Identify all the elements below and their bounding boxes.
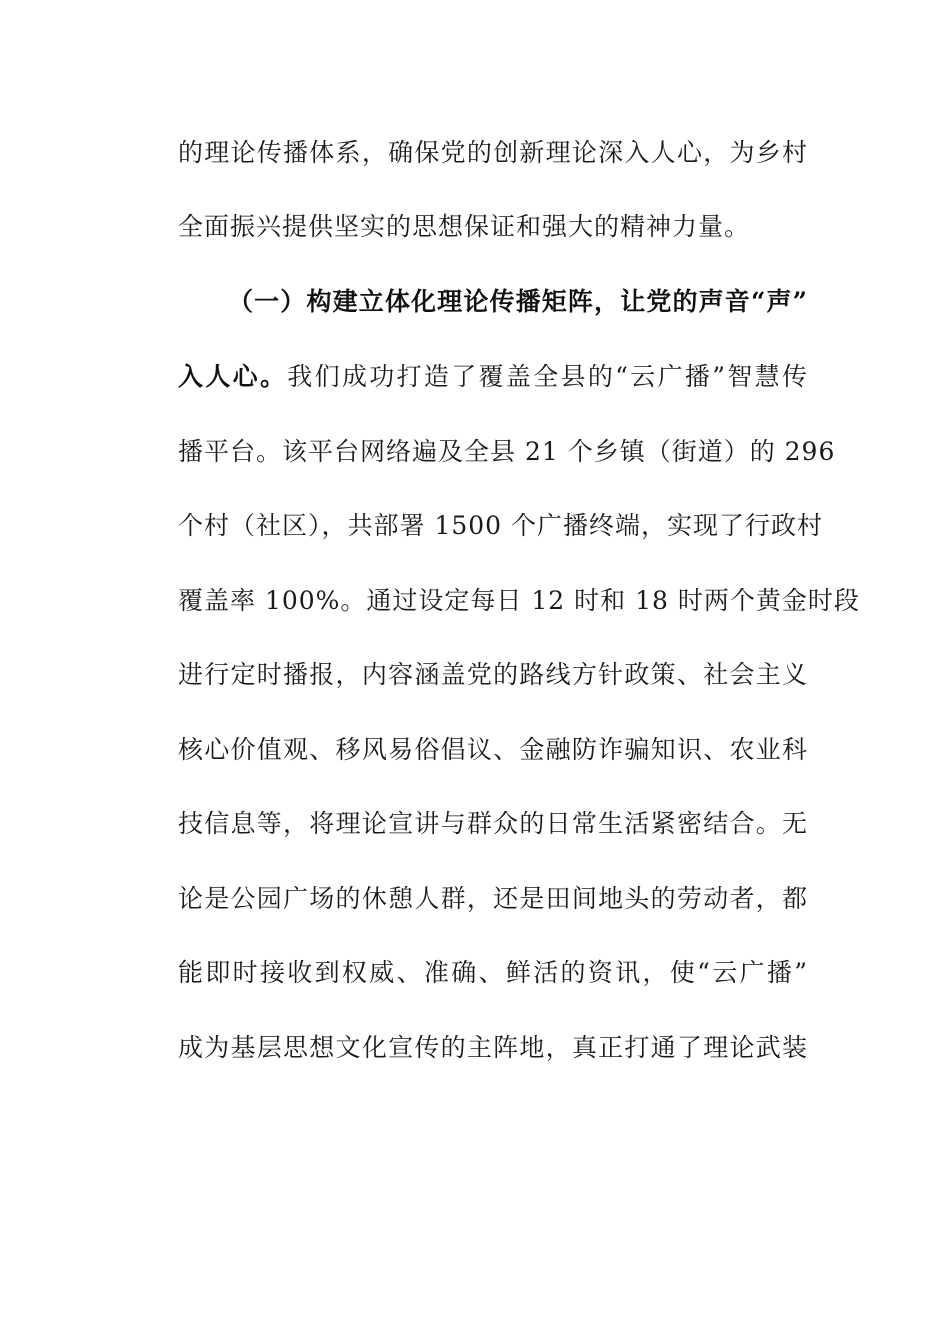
body-text-line: 个村（社区），共部署 1500 个广播终端，实现了行政村 [178, 511, 824, 540]
body-text-line: 技信息等，将理论宣讲与群众的日常生活紧密结合。无 [178, 809, 808, 838]
body-text-line: 全面振兴提供坚实的思想保证和强大的精神力量。 [178, 212, 751, 241]
body-text-line: 进行定时播报，内容涵盖党的路线方针政策、社会主义 [178, 660, 808, 689]
body-text-line: 覆盖率 100%。通过设定每日 12 时和 18 时两个黄金时段 [178, 586, 860, 615]
body-text-line: 播平台。该平台网络遍及全县 21 个乡镇（街道）的 296 [178, 437, 836, 466]
body-text-line: 核心价值观、移风易俗倡议、金融防诈骗知识、农业科 [178, 735, 808, 764]
body-text-line-mixed [178, 357, 808, 397]
section-heading-continuation: 入人心。 [178, 362, 288, 391]
section-heading: （一）构建立体化理论传播矩阵，让党的声音“声” [228, 287, 808, 316]
body-text-line: 的理论传播体系，确保党的创新理论深入人心，为乡村 [178, 138, 808, 167]
body-text-line: 论是公园广场的休憩人群，还是田间地头的劳动者，都 [178, 884, 808, 913]
body-text-fragment: 我们成功打造了覆盖全县的“云广播”智慧传 [287, 362, 808, 391]
body-text-line: 成为基层思想文化宣传的主阵地，真正打通了理论武装 [178, 1033, 808, 1062]
body-text-line: 能即时接收到权威、准确、鲜活的资讯，使“云广播” [178, 958, 808, 987]
